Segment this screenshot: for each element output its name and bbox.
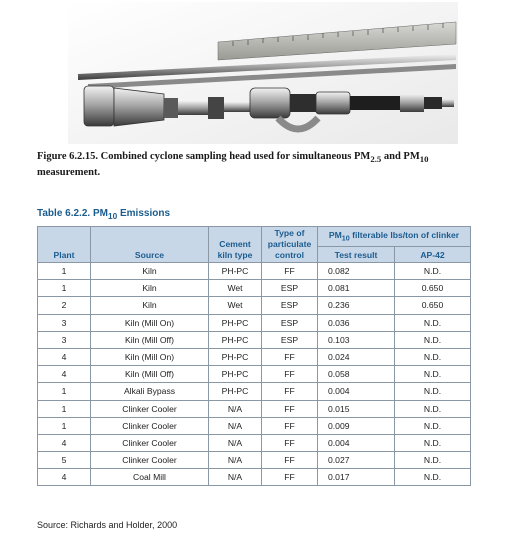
cell-ap42: N.D. (395, 417, 471, 434)
cell-control: FF (262, 452, 318, 469)
emissions-table (37, 226, 471, 486)
cell-test-result: 0.004 (318, 383, 395, 400)
table-row (38, 417, 471, 434)
table-row (38, 400, 471, 417)
cell-plant: 3 (38, 314, 91, 331)
cell-test-result: 0.017 (318, 469, 395, 486)
cell-plant: 1 (38, 280, 91, 297)
cell-source: Alkali Bypass (91, 383, 209, 400)
cell-test-result: 0.081 (318, 280, 395, 297)
cell-source: Coal Mill (91, 469, 209, 486)
table-row (38, 366, 471, 383)
cell-plant: 4 (38, 348, 91, 365)
cell-plant: 1 (38, 383, 91, 400)
cell-plant: 3 (38, 331, 91, 348)
header-pm10-group: $PM_{10}$ filterable lbs/ton of clinker (318, 227, 471, 247)
header-particulate-control: Type of particulate control (262, 227, 318, 263)
cell-kiln-type: PH-PC (209, 348, 262, 365)
cell-source: Clinker Cooler (91, 400, 209, 417)
cell-control: FF (262, 383, 318, 400)
cell-kiln-type: N/A (209, 452, 262, 469)
cell-ap42: N.D. (395, 348, 471, 365)
cell-source: Kiln (91, 297, 209, 314)
cell-source: Kiln (91, 263, 209, 280)
cell-control: ESP (262, 314, 318, 331)
cell-control: FF (262, 348, 318, 365)
cell-plant: 4 (38, 434, 91, 451)
emissions-table-container (37, 226, 470, 486)
cell-ap42: N.D. (395, 263, 471, 280)
cell-kiln-type: N/A (209, 417, 262, 434)
cell-source: Clinker Cooler (91, 434, 209, 451)
cell-plant: 1 (38, 263, 91, 280)
cell-test-result: 0.236 (318, 297, 395, 314)
cell-kiln-type: N/A (209, 400, 262, 417)
cell-control: ESP (262, 297, 318, 314)
table-row (38, 314, 471, 331)
cell-kiln-type: Wet (209, 297, 262, 314)
table-title: Table 6.2.2. $PM_{10}$ Emissions (37, 208, 171, 221)
table-row (38, 434, 471, 451)
cell-kiln-type: PH-PC (209, 314, 262, 331)
cell-source: Kiln (Mill On) (91, 348, 209, 365)
table-row (38, 452, 471, 469)
cell-plant: 5 (38, 452, 91, 469)
cell-kiln-type: Wet (209, 280, 262, 297)
cell-test-result: 0.004 (318, 434, 395, 451)
figure-caption: Figure 6.2.15. Combined cyclone sampling head used for simultaneous $PM_{2.5}$ and $PM_{10}$ measurement. (37, 151, 429, 179)
source-note: Source: Richards and Holder, 2000 (37, 520, 178, 530)
cell-plant: 2 (38, 297, 91, 314)
cell-ap42: N.D. (395, 331, 471, 348)
cell-kiln-type: PH-PC (209, 366, 262, 383)
cell-ap42: N.D. (395, 434, 471, 451)
cell-kiln-type: PH-PC (209, 383, 262, 400)
cell-test-result: 0.058 (318, 366, 395, 383)
table-row (38, 331, 471, 348)
cell-control: FF (262, 366, 318, 383)
cell-ap42: N.D. (395, 314, 471, 331)
cell-test-result: 0.082 (318, 263, 395, 280)
header-cement-kiln-type: Cement kiln type (209, 227, 262, 263)
cell-control: FF (262, 434, 318, 451)
cell-control: FF (262, 417, 318, 434)
cell-ap42: 0.650 (395, 297, 471, 314)
cell-source: Clinker Cooler (91, 417, 209, 434)
cell-kiln-type: PH-PC (209, 263, 262, 280)
cell-ap42: N.D. (395, 366, 471, 383)
cell-test-result: 0.015 (318, 400, 395, 417)
cell-control: ESP (262, 280, 318, 297)
header-plant: Plant (38, 227, 91, 263)
cell-source: Kiln (Mill Off) (91, 366, 209, 383)
cell-plant: 1 (38, 400, 91, 417)
cell-source: Kiln (Mill Off) (91, 331, 209, 348)
table-row (38, 280, 471, 297)
cell-test-result: 0.024 (318, 348, 395, 365)
cell-ap42: N.D. (395, 383, 471, 400)
header-source: Source (91, 227, 209, 263)
cell-source: Kiln (91, 280, 209, 297)
cyclone-sampling-head-photo (68, 2, 458, 144)
cell-plant: 1 (38, 417, 91, 434)
table-row (38, 383, 471, 400)
cell-kiln-type: N/A (209, 469, 262, 486)
cell-test-result: 0.027 (318, 452, 395, 469)
header-test-result: Test result (318, 247, 395, 263)
cell-test-result: 0.103 (318, 331, 395, 348)
header-ap42: AP-42 (395, 247, 471, 263)
cell-plant: 4 (38, 469, 91, 486)
cell-ap42: N.D. (395, 469, 471, 486)
table-row (38, 263, 471, 280)
cell-control: ESP (262, 331, 318, 348)
cell-kiln-type: N/A (209, 434, 262, 451)
cell-ap42: 0.650 (395, 280, 471, 297)
cell-ap42: N.D. (395, 452, 471, 469)
cell-ap42: N.D. (395, 400, 471, 417)
cell-control: FF (262, 400, 318, 417)
cell-source: Clinker Cooler (91, 452, 209, 469)
cell-source: Kiln (Mill On) (91, 314, 209, 331)
cell-test-result: 0.036 (318, 314, 395, 331)
table-row (38, 469, 471, 486)
table-row (38, 297, 471, 314)
cell-test-result: 0.009 (318, 417, 395, 434)
cell-kiln-type: PH-PC (209, 331, 262, 348)
table-row (38, 348, 471, 365)
cell-plant: 4 (38, 366, 91, 383)
cell-control: FF (262, 469, 318, 486)
cell-control: FF (262, 263, 318, 280)
